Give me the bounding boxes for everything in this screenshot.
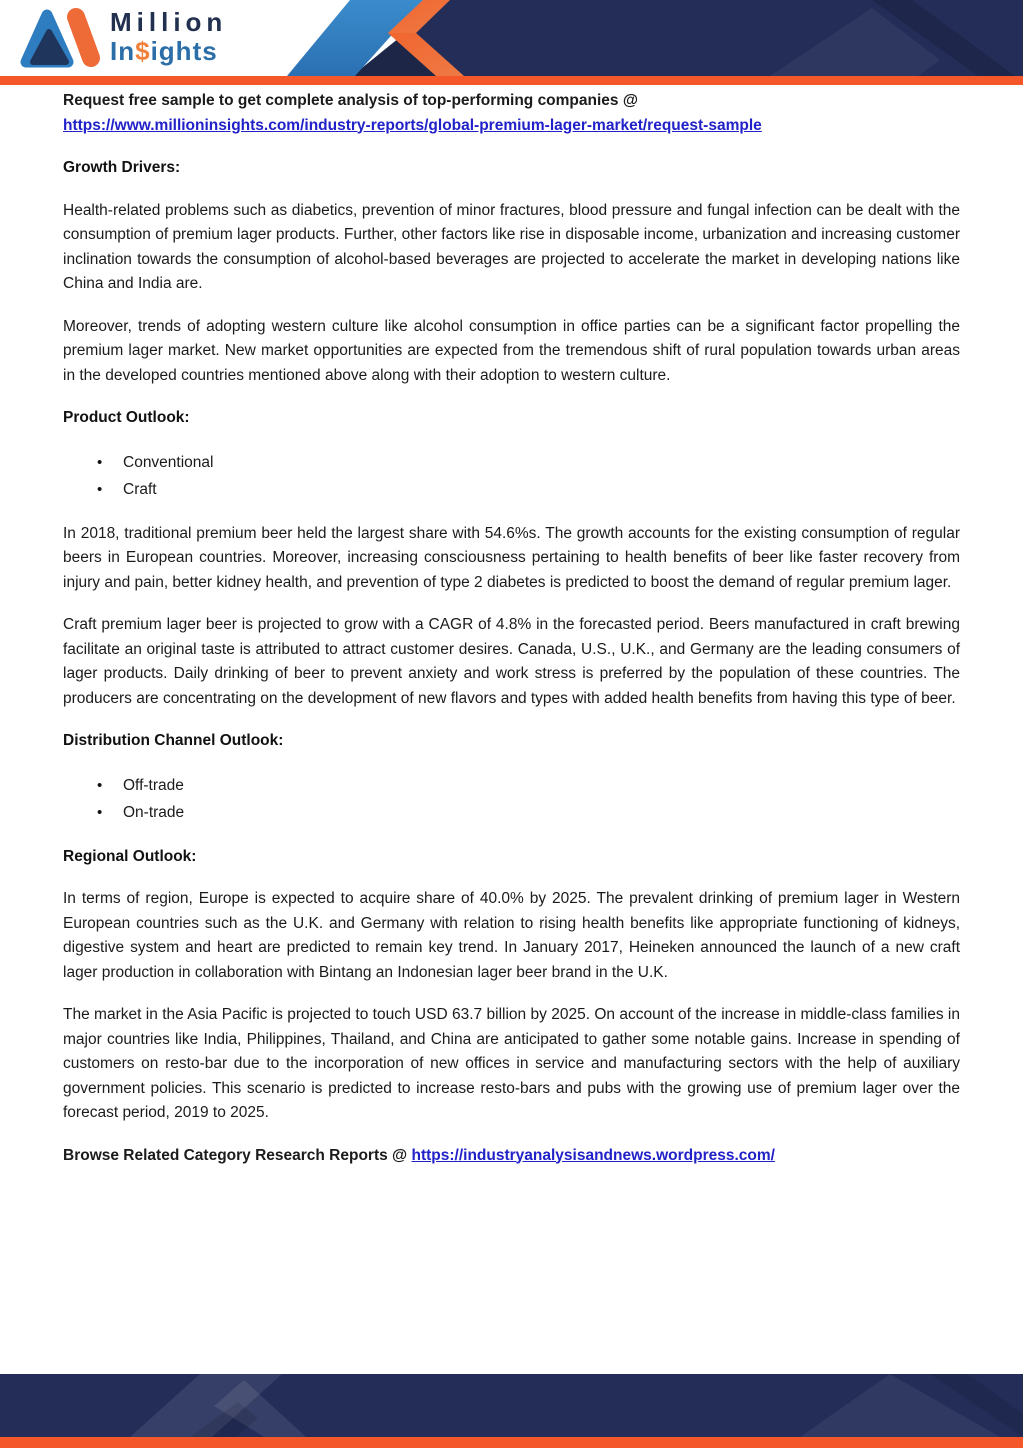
product-paragraph-2: Craft premium lager beer is projected to grow with a CAGR of 4.8% in the forecasted period. Beers manufactured in craft brewing facilitate an original taste is attributed to attract customer desires. Canada, U.S., U.K., and Germany are the leading consumers of lager products. Daily drinking of beer to prevent anxiety and work stress is preferred by the population of these countries. The producers are concentrating on the development of new flavors and types with added health benefits from having this type of beer. [63,616,960,707]
list-item: • Off-trade [63,772,960,800]
bullet-icon: • [97,776,103,794]
distribution-channel-list [63,772,960,827]
list-item: • Craft [63,476,960,504]
list-item: • Conventional [63,449,960,477]
browse-reports-line [63,1144,960,1169]
product-outlook-list [63,449,960,504]
request-sample-link[interactable]: https://www.millioninsights.com/industry-reports/global-premium-lager-market/request-sample [63,116,762,134]
footer-banner [0,1374,1023,1448]
browse-reports-text: Browse Related Category Research Reports @ [63,1146,412,1164]
product-paragraph-1: In 2018, traditional premium beer held the largest share with 54.6%s. The growth accounts for the existing consumption of regular beers in European countries. Moreover, increasing consciousness pertaining to health benefits of beer like faster recovery from injury and pain, better kidney health, and prevention of type 2 diabetes is predicted to boost the demand of regular premium lager. [63,524,960,591]
million-insights-logo [110,9,227,64]
header-orange-stripe [0,76,1023,85]
growth-drivers-heading: Growth Drivers: [63,159,181,176]
footer-orange-stripe [0,1437,1023,1448]
regional-paragraph-1: In terms of region, Europe is expected to acquire share of 40.0% by 2025. The prevalent drinking of premium lager in Western European countries such as the U.K. and Germany with relation to rising health benefits like appropriate functioning of kidneys, digestive system and heart are predicted to remain key trend. In January 2017, Heineken announced the launch of a new craft lager production in collaboration with Bintang an Indonesian lager beer brand in the U.K. [63,890,960,981]
bullet-icon: • [97,453,103,471]
distribution-channel-heading: Distribution Channel Outlook: [63,732,284,749]
browse-reports-link[interactable]: https://industryanalysisandnews.wordpress.com/ [411,1146,775,1164]
bullet-icon: • [97,804,103,821]
dollar-glyph: $ [135,36,151,66]
product-outlook-heading: Product Outlook: [63,409,190,426]
brand-name-line2: In$ights [110,36,218,66]
growth-paragraph-2: Moreover, trends of adopting western culture like alcohol consumption in office parties can be a significant factor propelling the premium lager market. New market opportunities are expected from the tremendous shift of rural population towards urban areas in the developed countries mentioned above along with their adoption to western culture. [63,317,960,384]
footer-banner-graphic [0,1374,1023,1448]
growth-paragraph-1: Health-related problems such as diabetics, prevention of minor fractures, blood pressure and fungal infection can be dealt with the consumption of premium lager products. Further, other factors like rise in disposable income, urbanization and increasing customer inclination towards the consumption of alcohol-based beverages are projected to accelerate the market in developing nations like China and India are. [63,201,960,292]
regional-outlook-heading: Regional Outlook: [63,847,197,865]
bullet-icon: • [97,481,103,498]
list-item: • On-trade [63,799,960,827]
regional-paragraph-2: The market in the Asia Pacific is projected to touch USD 63.7 billion by 2025. On account of the increase in middle-class families in major countries like India, Philippines, Thailand, and China are anticipated to gather some notable gains. Increase in spending of customers on resto-bar due to the incorporation of new offices in service and manufacturing sectors with the help of auxiliary government policies. This scenario is predicted to increase resto-bars and pubs with the growing use of premium lager over the forecast period, 2019 to 2025. [63,1006,960,1121]
header-banner [0,0,1023,85]
document-body [0,85,1023,1168]
request-sample-line [63,89,960,138]
request-sample-text: Request free sample to get complete analysis of top-performing companies @ [63,92,638,109]
brand-name-line1: Million [110,7,228,37]
